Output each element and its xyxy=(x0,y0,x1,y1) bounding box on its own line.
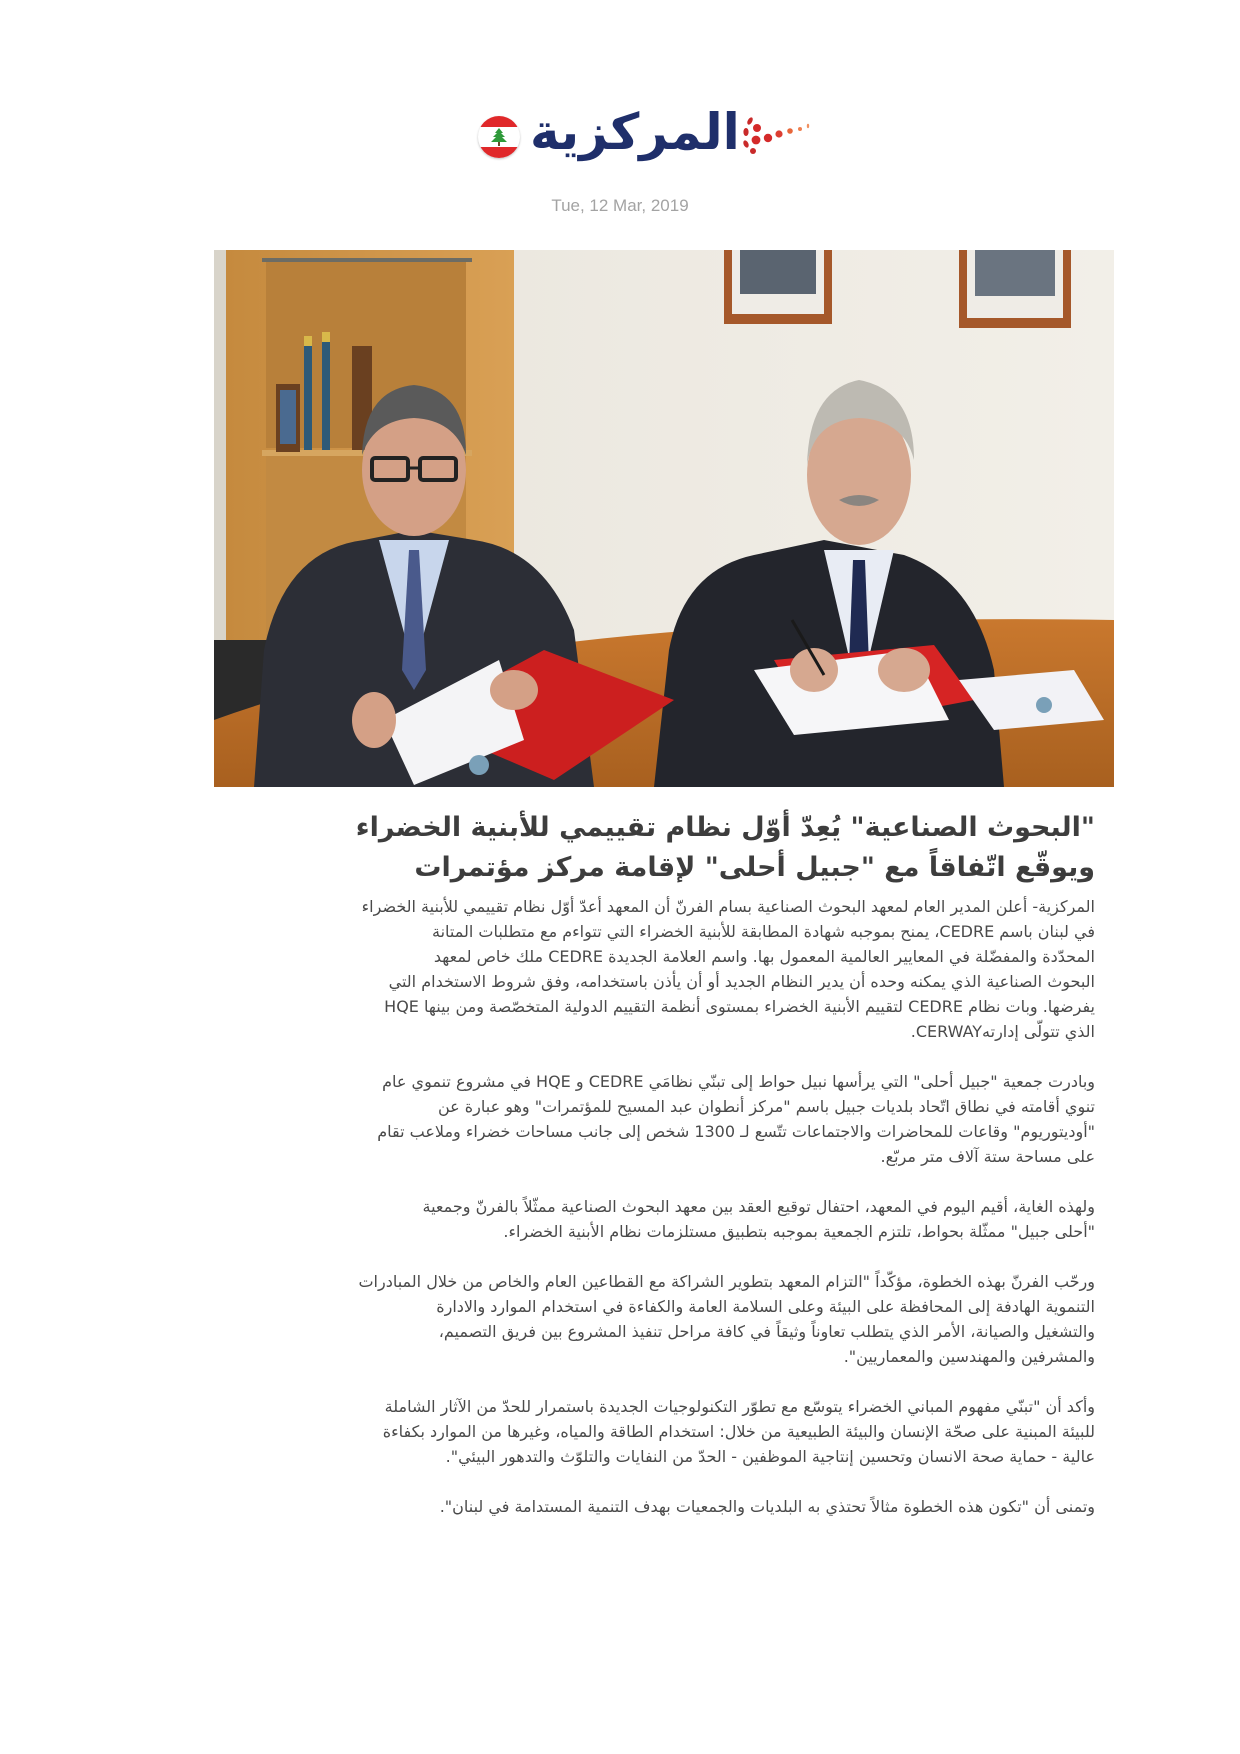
article-photo xyxy=(214,250,1114,787)
paragraph-line: الذي تتولّى إدارتهCERWAY. xyxy=(910,1022,1095,1041)
masthead xyxy=(470,104,810,168)
paragraph-line: والمشرفين والمهندسين والمعماريين". xyxy=(843,1347,1095,1366)
paragraph-line: في لبنان باسم CEDRE، يمنح بموجبه شهادة المطابقة للأبنية الخضراء التي تتواءم مع متطلبات المتانة xyxy=(431,922,1095,941)
paragraph-4 xyxy=(200,1269,1095,1369)
paragraph-line: ورحّب الفرنّ بهذه الخطوة، مؤكّداً "التزام المعهد بتطوير الشراكة مع القطاعين العام والخاص من خلال المبادرات xyxy=(358,1272,1095,1291)
paragraph-line: تنوي أقامته في نطاق اتّحاد بلديات جبيل باسم "مركز أنطوان عبد المسيح للمؤتمرات" وهو عبارة عن xyxy=(437,1097,1095,1116)
signing-ceremony-image xyxy=(214,250,1114,787)
paragraph-line: عالية - حماية صحة الانسان وتحسين إنتاجية الموظفين - الحدّ من النفايات والتلوّث والتدهور البيئي". xyxy=(445,1447,1095,1466)
paragraph-2 xyxy=(200,1069,1095,1169)
paragraph-line: وتمنى أن "تكون هذه الخطوة مثالاً تحتذي به البلديات والجمعيات بهدف التنمية المستدامة في لبنان". xyxy=(439,1497,1095,1516)
article-date: Tue, 12 Mar, 2019 xyxy=(551,196,689,215)
headline-line-2: ويوقّع اتّفاقاً مع "جبيل أحلى" لإقامة مركز مؤتمرات xyxy=(414,852,1095,883)
paragraph-line: ولهذه الغاية، أقيم اليوم في المعهد، احتفال توقيع العقد بين معهد البحوث الصناعية ممثّلاً بالفرنّ وجمعية xyxy=(422,1197,1095,1216)
paragraph-line: المحدّدة والمفضّلة في المعايير العالمية المعمول بها. واسم العلامة الجديدة CEDRE ملك خاص لمعهد xyxy=(433,947,1095,966)
flag-stripe-bottom xyxy=(478,147,520,158)
paragraph-1 xyxy=(200,894,1095,1044)
paragraph-line: التنموية الهادفة إلى المحافظة على البيئة وعلى السلامة العامة والكفاءة في استخدام الموارد والادارة xyxy=(436,1297,1095,1316)
paragraph-3 xyxy=(200,1194,1095,1244)
paragraph-line: وبادرت جمعية "جبيل أحلى" التي يرأسها نبيل حواط إلى تبنّي نظامَي CEDRE و HQE في مشروع تنموي عام xyxy=(382,1072,1095,1091)
paragraph-line: البحوث الصناعية الذي يمكنه وحده أن يدير النظام الجديد أو أن يأذن باستخدامه، وفق شروط الاستخدام التي xyxy=(388,972,1095,991)
flag-stripe-top xyxy=(478,116,520,127)
paragraph-6 xyxy=(200,1494,1095,1519)
paragraph-line: والتشغيل والصيانة، الأمر الذي يتطلب تعاوناً وثيقاً في كافة مراحل تنفيذ المشروع بين فريق التصميم، xyxy=(438,1322,1095,1341)
paragraph-5 xyxy=(200,1394,1095,1469)
paragraph-line: "أوديتوريوم" وقاعات للمحاضرات والاجتماعات تتّسع لـ 1300 شخص إلى جانب مساحات خضراء وملاعب تقام xyxy=(377,1122,1095,1141)
paragraph-line: وأكد أن "تبنّي مفهوم المباني الخضراء يتوسّع مع تطوّر التكنولوجيات الجديدة باستمرار للحدّ من الآثار الشاملة xyxy=(384,1397,1095,1416)
site-logo-wordmark[interactable]: المركزية xyxy=(530,103,740,161)
cedar-tree-icon xyxy=(489,127,509,147)
paragraph-line: للبيئة المبنية على صحّة الإنسان والبيئة الطبيعية من خلال: استخدام الطاقة والمياه، وغيرها من الموارد بكفاءة xyxy=(382,1422,1095,1441)
headline-line-1: "البحوث الصناعية" يُعِدّ أوّل نظام تقييمي للأبنية الخضراء xyxy=(355,812,1095,843)
paragraph-line: يفرضها. وبات نظام CEDRE لتقييم الأبنية الخضراء بمستوى أنظمة التقييم الدولية المتخصّصة ومن بينها HQE xyxy=(384,997,1095,1016)
logo-dots-icon xyxy=(742,114,810,162)
paragraph-line: "أحلى جبيل" ممثّلة بحواط، تلتزم الجمعية بموجبه بتطبيق مستلزمات نظام الأبنية الخضراء. xyxy=(503,1222,1095,1241)
paragraph-line: على مساحة ستة آلاف متر مربّع. xyxy=(880,1147,1095,1166)
paragraph-line: المركزية- أعلن المدير العام لمعهد البحوث الصناعية بسام الفرنّ أن المعهد أعدّ أوّل نظام تقييمي للأبنية الخضراء xyxy=(361,897,1095,916)
article-headline xyxy=(214,808,1095,888)
lebanon-flag-badge-icon xyxy=(478,116,520,158)
article-body xyxy=(200,894,1095,1544)
